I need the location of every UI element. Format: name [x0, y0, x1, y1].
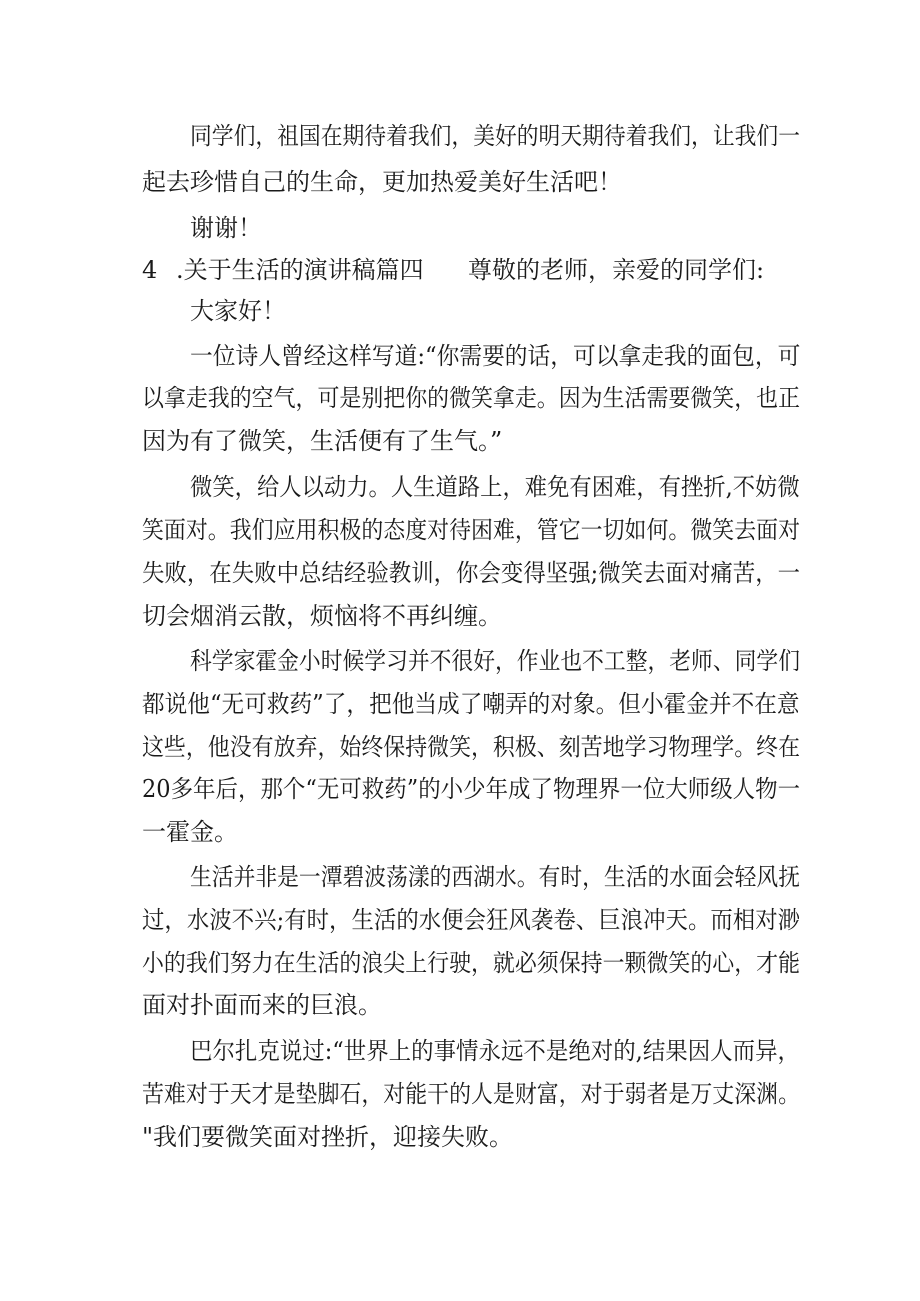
- paragraph-line: 起去珍惜自己的生命，更加热爱美好生活吧！: [142, 168, 622, 196]
- paragraph-line: 切会烟消云散，烦恼将不再纠缠。: [142, 602, 502, 630]
- paragraph-line: 失败，在失败中总结经验教训，你会变得坚强;微笑去面对痛苦，一: [142, 559, 801, 587]
- paragraph-line: "我们要微笑面对挫折，迎接失败。: [142, 1123, 514, 1151]
- paragraph-line: 因为有了微笑，生活便有了生气。”: [142, 427, 503, 455]
- paragraph-line: 小的我们努力在生活的浪尖上行驶，就必须保持一颗微笑的心，才能: [142, 949, 801, 977]
- paragraph-line: 微笑，给人以动力。人生道路上，难免有困难，有挫折,不妨微: [190, 473, 800, 501]
- paragraph-line: 一霍金。: [142, 818, 238, 846]
- paragraph-line: 一位诗人曾经这样写道:“你需要的话，可以拿走我的面包，可: [190, 342, 801, 370]
- section-number: 4: [142, 256, 158, 284]
- paragraph-line: 生活并非是一潭碧波荡漾的西湖水。有时，生活的水面会轻风抚: [190, 863, 800, 891]
- section-title: .关于生活的演讲稿篇四: [176, 256, 424, 284]
- paragraph-line: 以拿走我的空气，可是别把你的微笑拿走。因为生活需要微笑，也正: [142, 384, 801, 412]
- salutation: 尊敬的老师，亲爱的同学们:: [468, 256, 765, 284]
- paragraph-line: 苦难对于天才是垫脚石，对能干的人是财富，对于弱者是万丈深渊。: [142, 1080, 801, 1108]
- paragraph-line: 巴尔扎克说过:“世界上的事情永远不是绝对的,结果因人而异，: [190, 1037, 800, 1065]
- paragraph-line: 面对扑面而来的巨浪。: [142, 991, 382, 1019]
- paragraph-line: 同学们，祖国在期待着我们，美好的明天期待着我们，让我们一: [190, 122, 800, 150]
- paragraph-line: 笑面对。我们应用积极的态度对待困难，管它一切如何。微笑去面对: [142, 516, 801, 544]
- paragraph-line: 这些，他没有放弃，始终保持微笑，积极、刻苦地学习物理学。终在: [142, 733, 801, 761]
- paragraph-line: 科学家霍金小时候学习并不很好，作业也不工整，老师、同学们: [190, 647, 800, 675]
- paragraph-line: 谢谢！: [190, 214, 262, 242]
- paragraph-line: 都说他“无可救药”了，把他当成了嘲弄的对象。但小霍金并不在意: [142, 690, 800, 718]
- paragraph-line: 大家好！: [190, 297, 286, 325]
- paragraph-line: 20多年后，那个“无可救药”的小少年成了物理界一位大师级人物一: [142, 775, 801, 803]
- paragraph-line: 过，水波不兴;有时，生活的水便会狂风袭卷、巨浪冲天。而相对渺: [142, 906, 801, 934]
